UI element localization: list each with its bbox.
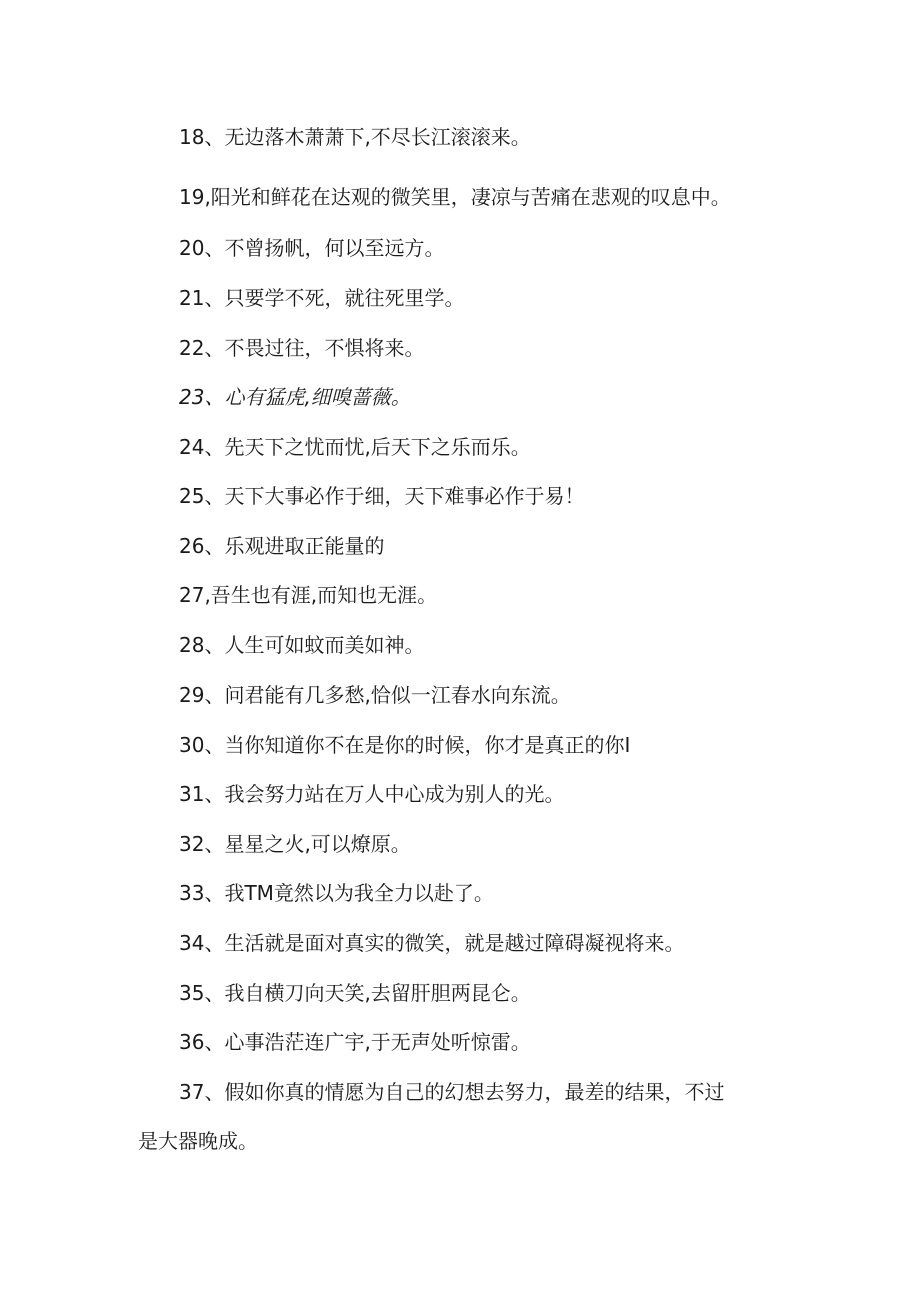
quote-line-34: 34、生活就是面对真实的微笑，就是越过障碍凝视将来。	[179, 931, 685, 955]
quote-line-36: 36、心事浩茫连广宇,于无声处听惊雷。	[179, 1030, 531, 1054]
quote-line-23: 23、心有猛虎,细嗅蔷薇。	[179, 385, 411, 409]
quote-line-27: 27,吾生也有涯,而知也无涯。	[179, 583, 438, 607]
quote-line-20: 20、不曾扬帆，何以至远方。	[179, 236, 445, 260]
quote-line-37: 37、假如你真的情愿为自己的幻想去努力，最差的结果，不过	[179, 1080, 725, 1104]
quote-line-25: 25、天下大事必作于细，天下难事必作于易！	[179, 484, 585, 508]
quote-line-26: 26、乐观进取正能量的	[179, 534, 385, 558]
quote-line-18: 18、无边落木萧萧下,不尽长江滚滚来。	[179, 125, 531, 149]
quote-line-22: 22、不畏过往，不惧将来。	[179, 336, 425, 360]
quote-line-35: 35、我自横刀向天笑,去留肝胆两昆仑。	[179, 981, 531, 1005]
quote-line-24: 24、先天下之忧而忧,后天下之乐而乐。	[179, 435, 531, 459]
quote-line-21: 21、只要学不死，就往死里学。	[179, 286, 465, 310]
quote-line-37-continued: 是大器晚成。	[138, 1129, 258, 1153]
quote-line-32: 32、星星之火,可以燎原。	[179, 832, 411, 856]
quote-line-29: 29、问君能有几多愁,恰似一江春水向东流。	[179, 683, 571, 707]
quote-line-31: 31、我会努力站在万人中心成为别人的光。	[179, 782, 565, 806]
quote-line-28: 28、人生可如蚊而美如神。	[179, 633, 425, 657]
quote-line-30: 30、当你知道你不在是你的时候，你才是真正的你I	[179, 733, 631, 757]
quote-line-19: 19,阳光和鲜花在达观的微笑里，凄凉与苦痛在悲观的叹息中。	[179, 185, 731, 209]
quote-line-33: 33、我TM竟然以为我全力以赴了。	[179, 881, 494, 905]
